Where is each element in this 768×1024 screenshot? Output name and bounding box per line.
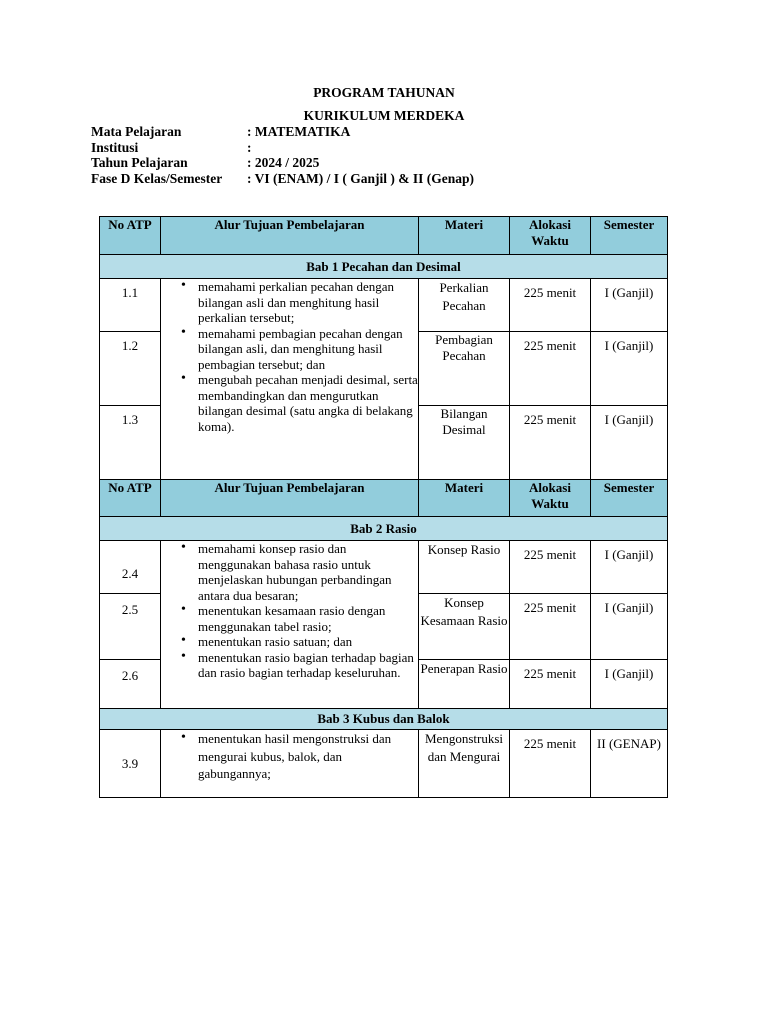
col-header-alur: Alur Tujuan Pembelajaran: [161, 217, 419, 255]
goal-item: • memahami perkalian pecahan dengan bilangan asli dan menghitung hasil perkalian tersebut;: [183, 279, 418, 326]
materi-cell: Konsep Kesamaan Rasio: [419, 594, 510, 660]
atp-goals: [161, 541, 419, 709]
semester-cell: I (Ganjil): [591, 660, 668, 709]
section-title: Bab 2 Rasio: [100, 517, 668, 541]
col-header-materi: Materi: [419, 480, 510, 517]
meta-row-phase: [91, 171, 474, 187]
goal-item: • memahami pembagian pecahan dengan bilangan asli, dan menghitung hasil pembagian tersebut; dan: [183, 326, 418, 373]
table-row: [100, 279, 668, 332]
materi-cell: Mengonstruksi dan Mengurai: [419, 730, 510, 798]
meta-row-subject: [91, 124, 474, 140]
col-header-alur: Alur Tujuan Pembelajaran: [161, 480, 419, 517]
section-row-bab2: [100, 517, 668, 541]
atp-goals: [161, 730, 419, 798]
semester-cell: I (Ganjil): [591, 406, 668, 480]
alokasi-cell: 225 menit: [510, 279, 591, 332]
alokasi-cell: 225 menit: [510, 730, 591, 798]
atp-number: 1.3: [100, 406, 161, 480]
meta-key: Institusi: [91, 139, 139, 155]
meta-info: [91, 124, 474, 186]
meta-value: : 2024 / 2025: [247, 155, 320, 170]
section-title: Bab 3 Kubus dan Balok: [100, 709, 668, 730]
alokasi-cell: 225 menit: [510, 594, 591, 660]
meta-key: Tahun Pelajaran: [91, 155, 188, 170]
meta-value: : MATEMATIKA: [247, 124, 351, 139]
table-header-row: [100, 480, 668, 517]
table-row: [100, 730, 668, 798]
goal-item: • menentukan kesamaan rasio dengan menggunakan tabel rasio;: [183, 603, 418, 634]
col-header-no: No ATP: [100, 480, 161, 517]
section-row-bab3: [100, 709, 668, 730]
section-title: Bab 1 Pecahan dan Desimal: [100, 255, 668, 279]
semester-cell: I (Ganjil): [591, 594, 668, 660]
program-table: [99, 216, 667, 798]
col-header-alokasi: Alokasi Waktu: [510, 217, 591, 255]
semester-cell: I (Ganjil): [591, 541, 668, 594]
materi-cell: Perkalian Pecahan: [419, 279, 510, 332]
table-header-row: [100, 217, 668, 255]
meta-key: Fase D Kelas/Semester: [91, 170, 223, 186]
materi-cell: Konsep Rasio: [419, 541, 510, 594]
materi-cell: Penerapan Rasio: [419, 660, 510, 709]
meta-value: : VI (ENAM) / I ( Ganjil ) & II (Genap): [247, 170, 474, 186]
col-header-materi: Materi: [419, 217, 510, 255]
alokasi-cell: 225 menit: [510, 332, 591, 406]
goal-item: • menentukan rasio satuan; dan: [183, 634, 418, 650]
goal-item: • menentukan hasil mengonstruksi dan mengurai kubus, balok, dan gabungannya;: [183, 730, 418, 783]
meta-key: Mata Pelajaran: [91, 124, 182, 139]
atp-goals: [161, 279, 419, 480]
col-header-semester: Semester: [591, 217, 668, 255]
semester-cell: I (Ganjil): [591, 279, 668, 332]
meta-row-institution: [91, 140, 474, 156]
document-title: PROGRAM TAHUNAN: [313, 85, 455, 100]
document-subtitle: KURIKULUM MERDEKA: [303, 108, 465, 123]
atp-number: 2.4: [100, 541, 161, 594]
atp-number: 1.2: [100, 332, 161, 406]
atp-number: 2.6: [100, 660, 161, 709]
goal-item: • memahami konsep rasio dan menggunakan bahasa rasio untuk menjelaskan hubungan perbandingan antara dua besaran;: [183, 541, 418, 603]
table-row: [100, 541, 668, 594]
semester-cell: II (GENAP): [591, 730, 668, 798]
meta-value: :: [247, 139, 252, 155]
materi-cell: Pembagian Pecahan: [419, 332, 510, 406]
atp-number: 3.9: [100, 730, 161, 798]
col-header-semester: Semester: [591, 480, 668, 517]
section-row-bab1: [100, 255, 668, 279]
atp-number: 1.1: [100, 279, 161, 332]
alokasi-cell: 225 menit: [510, 541, 591, 594]
alokasi-cell: 225 menit: [510, 406, 591, 480]
materi-cell: Bilangan Desimal: [419, 406, 510, 480]
alokasi-cell: 225 menit: [510, 660, 591, 709]
atp-number: 2.5: [100, 594, 161, 660]
col-header-no: No ATP: [100, 217, 161, 255]
goal-item: • mengubah pecahan menjadi desimal, serta membandingkan dan mengurutkan bilangan desimal (satu angka di belakang koma).: [183, 372, 418, 434]
meta-row-year: [91, 155, 474, 171]
goal-item: • menentukan rasio bagian terhadap bagian dan rasio bagian terhadap keseluruhan.: [183, 650, 418, 681]
col-header-alokasi: Alokasi Waktu: [510, 480, 591, 517]
semester-cell: I (Ganjil): [591, 332, 668, 406]
